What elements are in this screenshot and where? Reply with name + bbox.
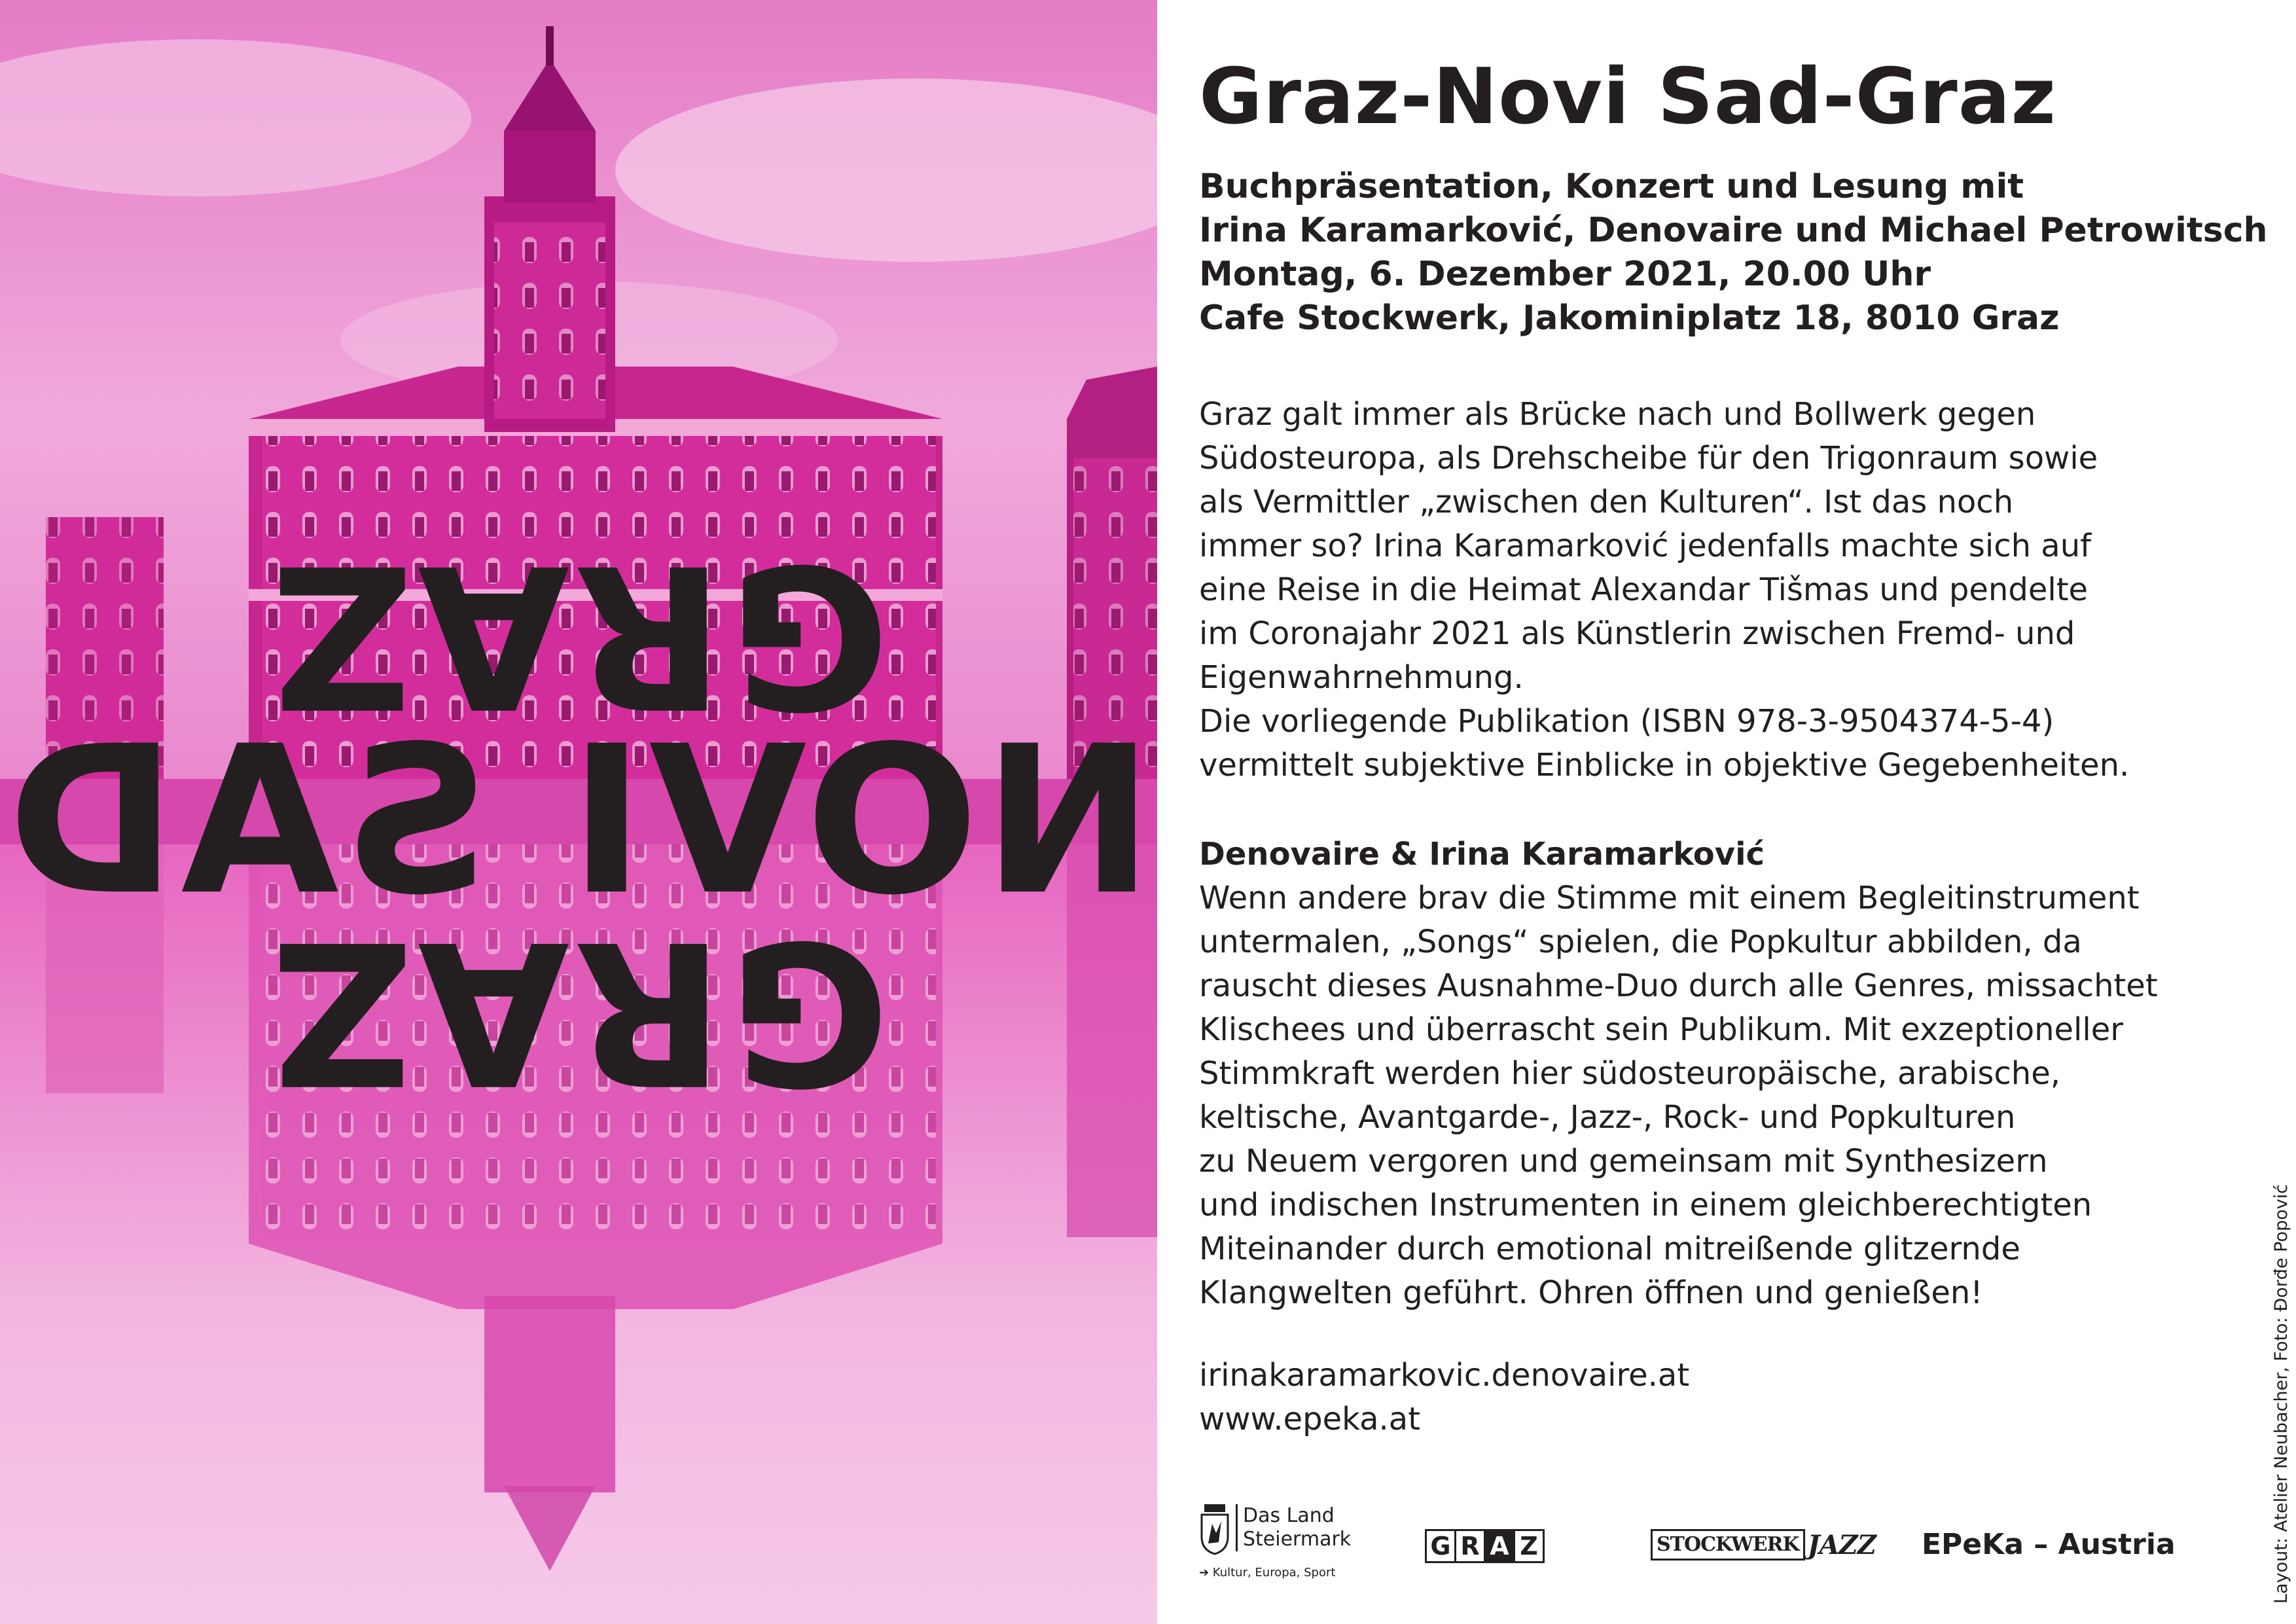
bio-line: Wenn andere brav die Stimme mit einem Begleitinstrument <box>1199 880 2140 916</box>
event-info <box>1199 165 2268 340</box>
link-denovaire[interactable]: irinakaramarkovic.denovaire.at <box>1199 1357 1690 1394</box>
stockwerk-jazz-logo <box>1651 1529 1876 1561</box>
bio-line: Stimmkraft werden hier südosteuropäische, arabische, <box>1199 1055 2061 1092</box>
poster-word-novi-sad: NOVI SAD <box>3 702 1154 940</box>
steiermark-line2: Steiermark <box>1243 1528 1352 1551</box>
bio-line: Klischees und überrascht sein Publikum. Mit exzeptioneller <box>1199 1011 2123 1048</box>
jazz-wordmark: JAZZ <box>1807 1529 1876 1561</box>
credits: Layout: Atelier Neubacher, Foto: Đorđe Popović <box>2271 1184 2291 1604</box>
bio-line: keltische, Avantgarde-, Jazz-, Rock- und Popkulturen <box>1199 1099 2016 1136</box>
bio-line: untermalen, „Songs“ spielen, die Popkultur abbilden, da <box>1199 924 2082 960</box>
bio-line: Miteinander durch emotional mitreißende glitzernde <box>1199 1231 2020 1267</box>
stockwerk-wordmark: STOCKWERK <box>1651 1529 1805 1561</box>
intro-line: Die vorliegende Publikation (ISBN 978-3-9504374-5-4) <box>1199 703 2054 740</box>
steiermark-subline: ➔ Kultur, Europa, Sport <box>1199 1566 1336 1579</box>
intro-line: im Coronajahr 2021 als Künstlerin zwischen Fremd- und <box>1199 615 2075 652</box>
graz-logo-letter: G <box>1425 1529 1456 1563</box>
steiermark-logo <box>1199 1504 1350 1583</box>
graz-logo <box>1427 1529 1545 1563</box>
poster-word-graz-top: GRAZ <box>267 521 890 749</box>
event-performers: Irina Karamarković, Denovaire und Michael Petrowitsch <box>1199 211 2268 250</box>
intro-line: immer so? Irina Karamarković jedenfalls machte sich auf <box>1199 528 2092 564</box>
bio-line: und indischen Instrumenten in einem gleichberechtigten <box>1199 1187 2092 1223</box>
intro-line: eine Reise in die Heimat Alexandar Tišmas und pendelte <box>1199 571 2089 608</box>
intro-line: Eigenwahrnehmung. <box>1199 659 1524 696</box>
event-date: Montag, 6. Dezember 2021, 20.00 Uhr <box>1199 255 1931 294</box>
graz-logo-letter: A <box>1484 1529 1515 1563</box>
bio-line: rauscht dieses Ausnahme-Duo durch alle Genres, missachtet <box>1199 967 2158 1004</box>
intro-line: Südosteuropa, als Drehscheibe für den Trigonraum sowie <box>1199 440 2098 477</box>
link-epeka[interactable]: www.epeka.at <box>1199 1401 1421 1437</box>
bio-section <box>1199 833 2158 1315</box>
epeka-logo: EPeKa – Austria <box>1922 1528 2176 1561</box>
event-venue: Cafe Stockwerk, Jakominiplatz 18, 8010 Graz <box>1199 298 2060 338</box>
intro-line: als Vermittler „zwischen den Kulturen“. Ist das noch <box>1199 484 2014 520</box>
poster-word-graz-bottom: GRAZ <box>267 897 890 1126</box>
steiermark-crest-icon <box>1199 1504 1230 1555</box>
graz-logo-letter: R <box>1454 1529 1486 1563</box>
bio-line: Klangwelten geführt. Ohren öffnen und genießen! <box>1199 1274 1983 1311</box>
page-title: Graz-Novi Sad-Graz <box>1199 51 2057 141</box>
event-subtitle: Buchpräsentation, Konzert und Lesung mit <box>1199 167 2024 206</box>
intro-line: Graz galt immer als Brücke nach und Bollwerk gegen <box>1199 396 2036 433</box>
steiermark-wordmark <box>1236 1504 1351 1551</box>
intro-line: vermittelt subjektive Einblicke in objektive Gegebenheiten. <box>1199 747 2130 784</box>
graz-logo-letter: Z <box>1513 1529 1545 1563</box>
links <box>1199 1354 1689 1441</box>
intro-paragraph <box>1199 393 2129 787</box>
bio-line: zu Neuem vergoren und gemeinsam mit Synthesizern <box>1199 1143 2048 1180</box>
steiermark-line1: Das Land <box>1243 1504 1335 1527</box>
bio-heading: Denovaire & Irina Karamarković <box>1199 836 1765 873</box>
